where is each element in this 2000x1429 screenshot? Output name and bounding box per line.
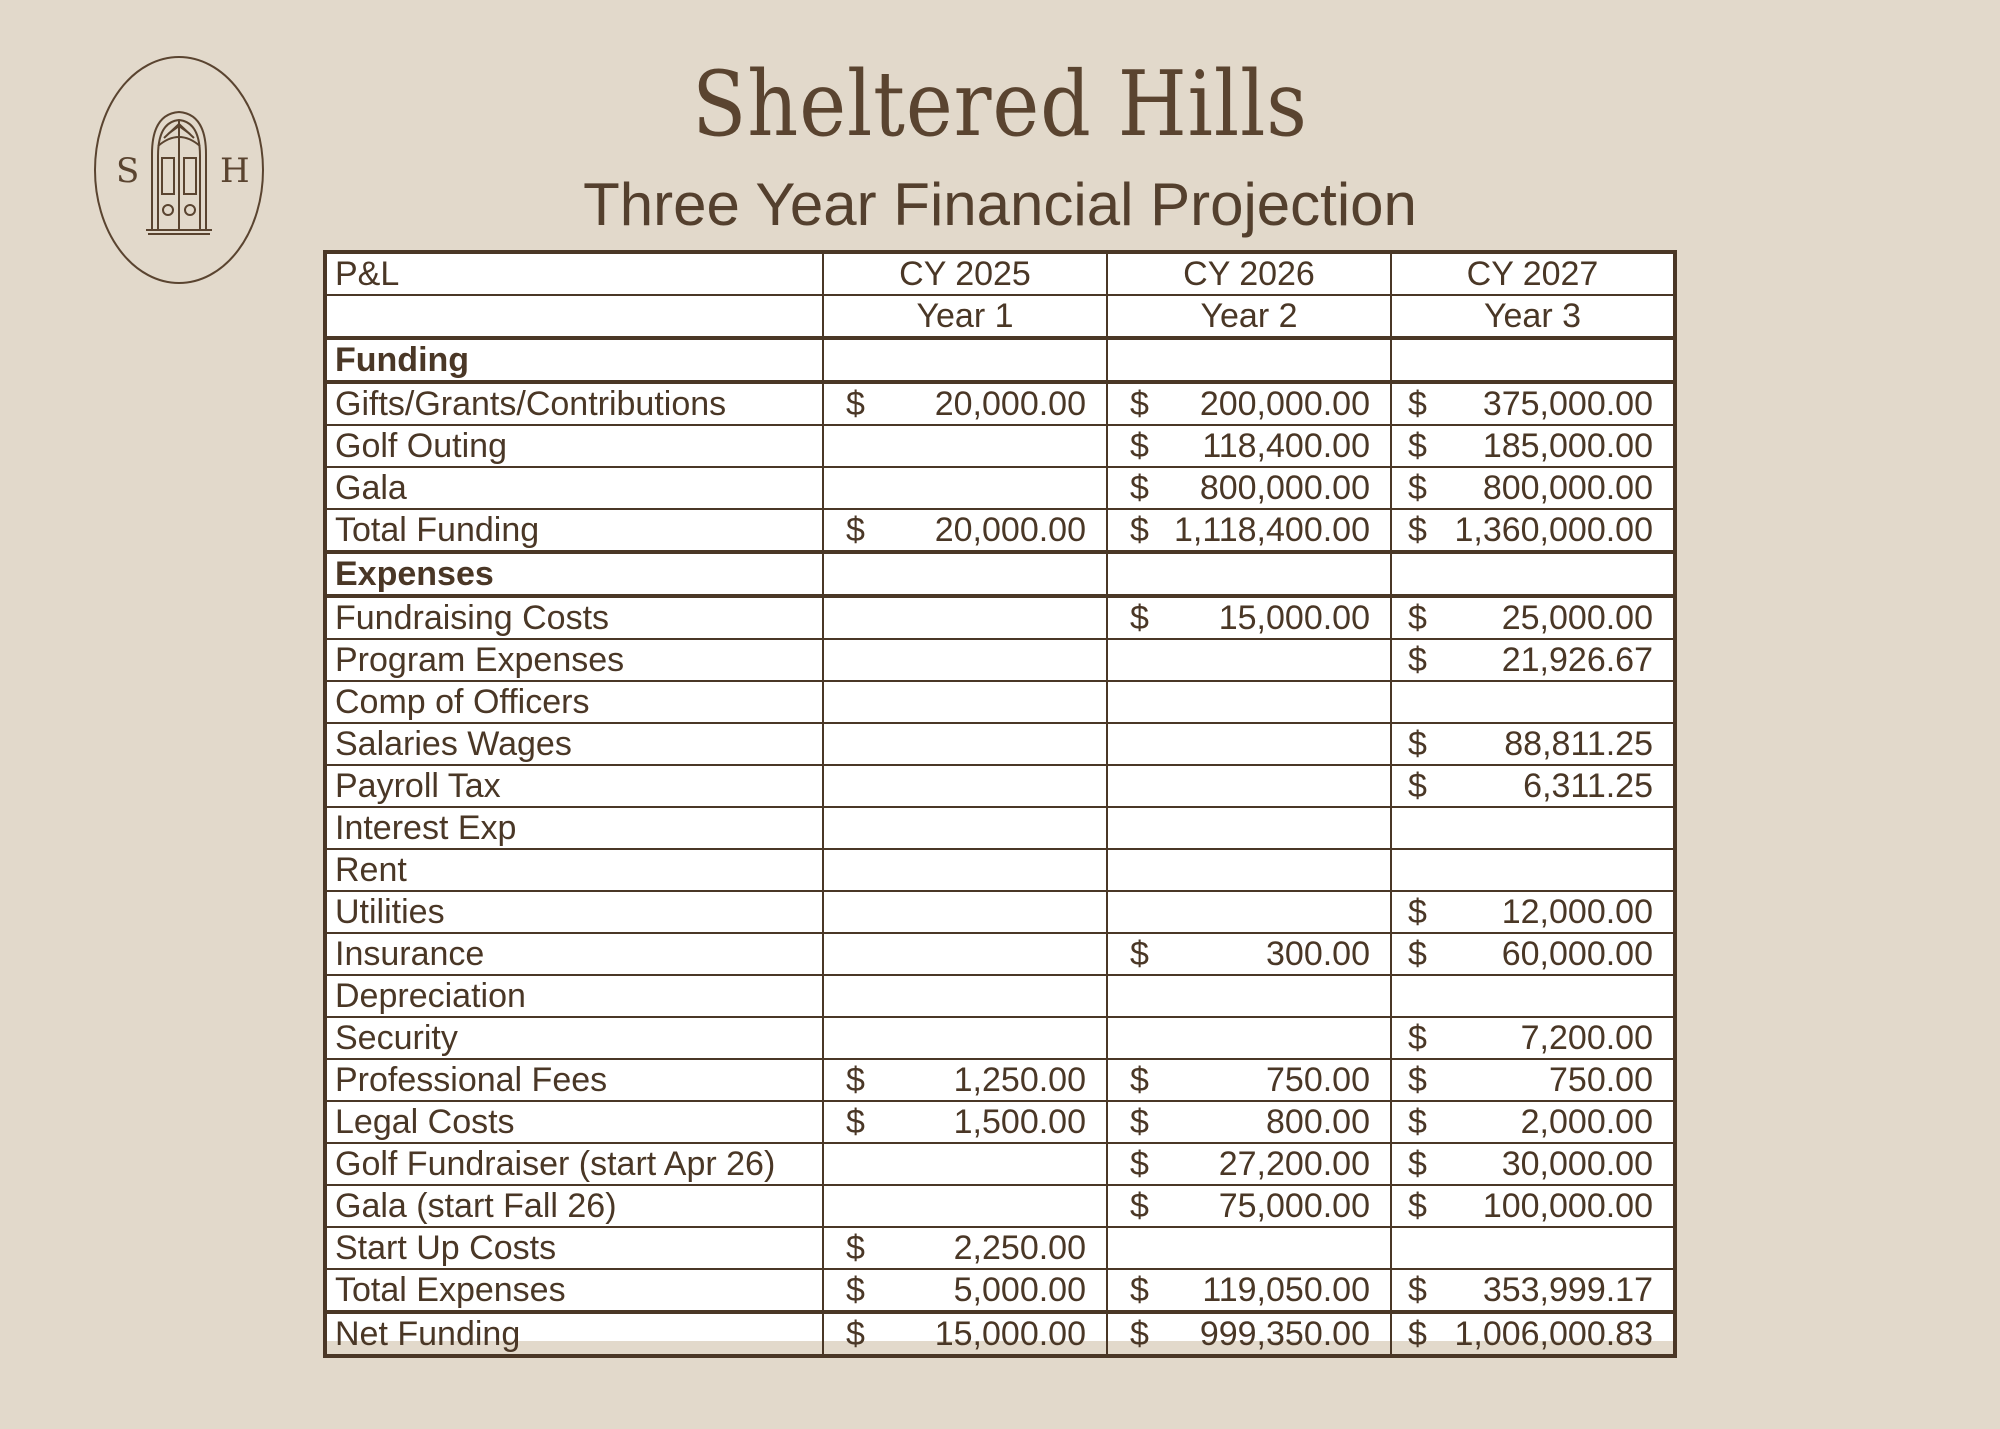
logo-letter-h: H xyxy=(220,151,250,191)
amount: 21,926.67 xyxy=(1501,641,1653,679)
currency-symbol: $ xyxy=(1408,935,1427,973)
header-period-3: Year 3 xyxy=(1391,295,1675,338)
value-cell xyxy=(1391,1059,1675,1101)
value-cell xyxy=(1107,975,1391,1017)
currency-symbol: $ xyxy=(1408,469,1427,507)
currency-symbol: $ xyxy=(846,1271,865,1309)
row-label: Start Up Costs xyxy=(325,1227,823,1269)
currency-symbol: $ xyxy=(1408,1019,1427,1057)
table-row xyxy=(325,807,1675,849)
value-cell xyxy=(1391,1185,1675,1227)
amount: 2,250.00 xyxy=(953,1229,1086,1267)
value-cell xyxy=(1107,1101,1391,1143)
amount: 300.00 xyxy=(1266,935,1370,973)
value-cell xyxy=(1391,596,1675,639)
amount: 15,000.00 xyxy=(1218,599,1370,637)
empty-cell xyxy=(1391,338,1675,382)
value-cell xyxy=(1107,849,1391,891)
value-cell xyxy=(1107,807,1391,849)
value-cell xyxy=(1391,467,1675,509)
amount: 800,000.00 xyxy=(1199,469,1370,507)
value-cell xyxy=(823,1017,1107,1059)
currency-symbol: $ xyxy=(1130,427,1149,465)
currency-symbol: $ xyxy=(1130,1103,1149,1141)
value-cell xyxy=(823,933,1107,975)
value-cell xyxy=(1107,1185,1391,1227)
amount: 12,000.00 xyxy=(1501,893,1653,931)
row-label: Fundraising Costs xyxy=(325,596,823,639)
currency-symbol: $ xyxy=(846,511,865,549)
table-row xyxy=(325,1017,1675,1059)
currency-symbol: $ xyxy=(1130,1187,1149,1225)
value-cell xyxy=(1391,765,1675,807)
row-label: Insurance xyxy=(325,933,823,975)
table-row xyxy=(325,509,1675,552)
row-label: Gifts/Grants/Contributions xyxy=(325,382,823,425)
currency-symbol: $ xyxy=(1130,1061,1149,1099)
value-cell xyxy=(1107,425,1391,467)
header-year-2: CY 2026 xyxy=(1107,252,1391,295)
value-cell xyxy=(823,425,1107,467)
amount: 20,000.00 xyxy=(934,385,1086,423)
header-row-periods xyxy=(325,295,1675,338)
currency-symbol: $ xyxy=(1130,935,1149,973)
row-label: Security xyxy=(325,1017,823,1059)
row-label: Comp of Officers xyxy=(325,681,823,723)
currency-symbol: $ xyxy=(1408,1315,1427,1353)
amount: 800,000.00 xyxy=(1482,469,1653,507)
amount: 100,000.00 xyxy=(1482,1187,1653,1225)
amount: 75,000.00 xyxy=(1218,1187,1370,1225)
value-cell xyxy=(823,1185,1107,1227)
section-row-expenses xyxy=(325,552,1675,596)
value-cell xyxy=(1391,1017,1675,1059)
amount: 200,000.00 xyxy=(1199,385,1370,423)
row-label: Gala xyxy=(325,467,823,509)
value-cell xyxy=(823,723,1107,765)
value-cell xyxy=(1107,1017,1391,1059)
value-cell xyxy=(1107,509,1391,552)
table-row xyxy=(325,1269,1675,1312)
currency-symbol: $ xyxy=(1408,1271,1427,1309)
empty-cell xyxy=(823,338,1107,382)
value-cell xyxy=(1107,1227,1391,1269)
value-cell xyxy=(823,1059,1107,1101)
amount: 30,000.00 xyxy=(1501,1145,1653,1183)
table-row xyxy=(325,425,1675,467)
value-cell xyxy=(1391,1101,1675,1143)
brand-name: Sheltered Hills xyxy=(692,52,1308,157)
value-cell xyxy=(1107,382,1391,425)
amount: 20,000.00 xyxy=(934,511,1086,549)
value-cell xyxy=(1391,723,1675,765)
header-period-1: Year 1 xyxy=(823,295,1107,338)
currency-symbol: $ xyxy=(1408,427,1427,465)
currency-symbol: $ xyxy=(1408,641,1427,679)
value-cell xyxy=(823,681,1107,723)
value-cell xyxy=(1391,807,1675,849)
amount: 1,006,000.83 xyxy=(1454,1315,1653,1353)
value-cell xyxy=(1391,681,1675,723)
currency-symbol: $ xyxy=(1408,1145,1427,1183)
currency-symbol: $ xyxy=(1408,1103,1427,1141)
row-label: Depreciation xyxy=(325,975,823,1017)
section-title-expenses: Expenses xyxy=(325,552,823,596)
row-label: Net Funding xyxy=(325,1312,823,1356)
value-cell xyxy=(823,382,1107,425)
row-label: Program Expenses xyxy=(325,639,823,681)
amount: 6,311.25 xyxy=(1523,767,1653,805)
value-cell xyxy=(1391,1143,1675,1185)
amount: 5,000.00 xyxy=(953,1271,1086,1309)
row-label: Total Funding xyxy=(325,509,823,552)
amount: 185,000.00 xyxy=(1482,427,1653,465)
table-row xyxy=(325,849,1675,891)
value-cell xyxy=(823,509,1107,552)
currency-symbol: $ xyxy=(1130,1271,1149,1309)
table-row xyxy=(325,382,1675,425)
header-year-1: CY 2025 xyxy=(823,252,1107,295)
amount: 88,811.25 xyxy=(1504,725,1653,763)
value-cell xyxy=(1391,382,1675,425)
amount: 750.00 xyxy=(1549,1061,1653,1099)
currency-symbol: $ xyxy=(1130,599,1149,637)
value-cell xyxy=(1391,1269,1675,1312)
currency-symbol: $ xyxy=(1130,469,1149,507)
table-row xyxy=(325,681,1675,723)
currency-symbol: $ xyxy=(1408,725,1427,763)
value-cell xyxy=(823,1312,1107,1356)
table-row xyxy=(325,467,1675,509)
currency-symbol: $ xyxy=(1408,385,1427,423)
row-label: Payroll Tax xyxy=(325,765,823,807)
row-label: Golf Fundraiser (start Apr 26) xyxy=(325,1143,823,1185)
financial-projection-table xyxy=(323,250,1677,1358)
value-cell xyxy=(1391,933,1675,975)
currency-symbol: $ xyxy=(1130,385,1149,423)
value-cell xyxy=(1391,509,1675,552)
table-row xyxy=(325,639,1675,681)
header-row-years xyxy=(325,252,1675,295)
header-label: P&L xyxy=(325,252,823,295)
value-cell xyxy=(1107,639,1391,681)
currency-symbol: $ xyxy=(1130,511,1149,549)
value-cell xyxy=(1391,425,1675,467)
amount: 800.00 xyxy=(1266,1103,1370,1141)
row-label: Utilities xyxy=(325,891,823,933)
table-row xyxy=(325,1312,1675,1356)
row-label: Interest Exp xyxy=(325,807,823,849)
value-cell xyxy=(823,1227,1107,1269)
page-title: Three Year Financial Projection xyxy=(583,171,1417,238)
currency-symbol: $ xyxy=(846,1061,865,1099)
value-cell xyxy=(1391,975,1675,1017)
value-cell xyxy=(1107,933,1391,975)
amount: 1,360,000.00 xyxy=(1454,511,1653,549)
value-cell xyxy=(823,596,1107,639)
amount: 2,000.00 xyxy=(1520,1103,1653,1141)
value-cell xyxy=(823,467,1107,509)
logo-letter-s: S xyxy=(116,151,140,191)
table-row xyxy=(325,891,1675,933)
value-cell xyxy=(823,1101,1107,1143)
value-cell xyxy=(1391,1312,1675,1356)
table-row xyxy=(325,933,1675,975)
value-cell xyxy=(823,765,1107,807)
amount: 27,200.00 xyxy=(1218,1145,1370,1183)
amount: 375,000.00 xyxy=(1482,385,1653,423)
table-row xyxy=(325,1227,1675,1269)
amount: 1,118,400.00 xyxy=(1174,511,1370,549)
amount: 118,400.00 xyxy=(1202,427,1370,465)
amount: 25,000.00 xyxy=(1501,599,1653,637)
value-cell xyxy=(823,975,1107,1017)
amount: 999,350.00 xyxy=(1199,1315,1370,1353)
section-row-funding xyxy=(325,338,1675,382)
currency-symbol: $ xyxy=(846,1315,865,1353)
currency-symbol: $ xyxy=(1408,599,1427,637)
amount: 60,000.00 xyxy=(1501,935,1653,973)
currency-symbol: $ xyxy=(1408,511,1427,549)
row-label: Golf Outing xyxy=(325,425,823,467)
section-title-funding: Funding xyxy=(325,338,823,382)
currency-symbol: $ xyxy=(846,385,865,423)
value-cell xyxy=(823,891,1107,933)
currency-symbol: $ xyxy=(1408,1061,1427,1099)
amount: 7,200.00 xyxy=(1520,1019,1653,1057)
amount: 119,050.00 xyxy=(1202,1271,1370,1309)
financial-table-sheet xyxy=(323,250,1675,1353)
empty-cell xyxy=(1107,552,1391,596)
value-cell xyxy=(1391,639,1675,681)
value-cell xyxy=(823,807,1107,849)
table-row xyxy=(325,1185,1675,1227)
amount: 15,000.00 xyxy=(934,1315,1086,1353)
value-cell xyxy=(823,1269,1107,1312)
table-row xyxy=(325,723,1675,765)
row-label: Professional Fees xyxy=(325,1059,823,1101)
currency-symbol: $ xyxy=(1408,893,1427,931)
value-cell xyxy=(1391,1227,1675,1269)
row-label: Salaries Wages xyxy=(325,723,823,765)
table-row xyxy=(325,765,1675,807)
value-cell xyxy=(1107,467,1391,509)
header-period-2: Year 2 xyxy=(1107,295,1391,338)
empty-cell xyxy=(823,552,1107,596)
amount: 353,999.17 xyxy=(1482,1271,1653,1309)
table-row xyxy=(325,1143,1675,1185)
value-cell xyxy=(823,639,1107,681)
amount: 750.00 xyxy=(1266,1061,1370,1099)
header-blank xyxy=(325,295,823,338)
value-cell xyxy=(1107,1143,1391,1185)
currency-symbol: $ xyxy=(846,1229,865,1267)
table-row xyxy=(325,1059,1675,1101)
value-cell xyxy=(1107,891,1391,933)
header-year-3: CY 2027 xyxy=(1391,252,1675,295)
amount: 1,500.00 xyxy=(953,1103,1086,1141)
value-cell xyxy=(823,1143,1107,1185)
value-cell xyxy=(1107,1059,1391,1101)
empty-cell xyxy=(1107,338,1391,382)
value-cell xyxy=(1391,891,1675,933)
currency-symbol: $ xyxy=(1408,767,1427,805)
empty-cell xyxy=(1391,552,1675,596)
currency-symbol: $ xyxy=(1130,1315,1149,1353)
value-cell xyxy=(1107,765,1391,807)
value-cell xyxy=(1107,681,1391,723)
table-row xyxy=(325,596,1675,639)
value-cell xyxy=(1107,1312,1391,1356)
currency-symbol: $ xyxy=(1130,1145,1149,1183)
amount: 1,250.00 xyxy=(953,1061,1086,1099)
table-row xyxy=(325,975,1675,1017)
value-cell xyxy=(1107,596,1391,639)
row-label: Rent xyxy=(325,849,823,891)
currency-symbol: $ xyxy=(846,1103,865,1141)
value-cell xyxy=(1391,849,1675,891)
value-cell xyxy=(823,849,1107,891)
value-cell xyxy=(1107,1269,1391,1312)
currency-symbol: $ xyxy=(1408,1187,1427,1225)
row-label: Legal Costs xyxy=(325,1101,823,1143)
value-cell xyxy=(1107,723,1391,765)
table-row xyxy=(325,1101,1675,1143)
row-label: Total Expenses xyxy=(325,1269,823,1312)
row-label: Gala (start Fall 26) xyxy=(325,1185,823,1227)
